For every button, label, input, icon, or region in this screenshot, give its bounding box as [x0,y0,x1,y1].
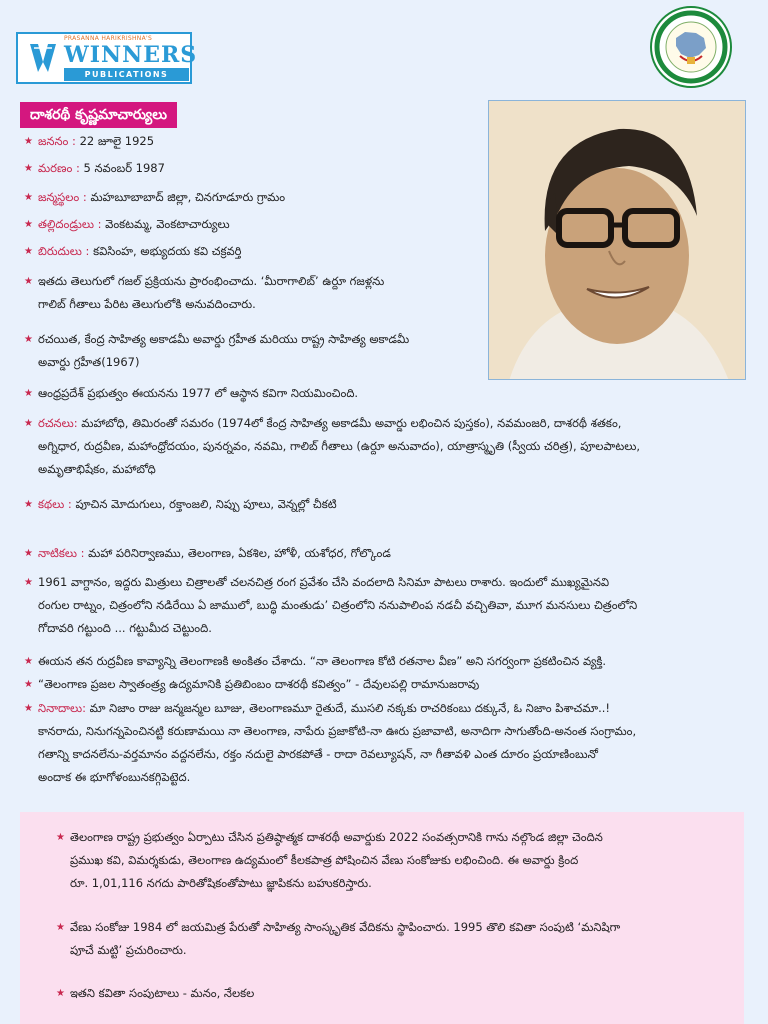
text-line: మా నిజాం రాజు జన్మజన్మల బూజు, తెలంగాణమూ రైతుదే, ముసలి నక్కకు రాచరికంబు దక్కునే, ఓ నిజాం పిశాచమా..! [86,701,611,715]
awards-paragraph [24,328,410,374]
fact-value: మహబూబాబాద్ జిల్లా, చినగూడూరు గ్రామం [90,190,286,204]
star-bullet-icon: ★ [24,679,33,690]
star-bullet-icon: ★ [24,246,33,257]
stories-label: కథలు : [38,497,72,511]
fact-value: వెంకటమ్మ, వెంకటాచార్యులు [105,217,230,231]
logo-tagline: PRASANNA HARIKRISHNA'S [64,35,153,42]
works-label: రచనలు: [38,416,78,430]
slogans-paragraph [24,697,637,789]
fact-label: జననం : [38,134,76,148]
text-line: మహా పరినిర్వాణము, తెలంగాణ, ఏకశిల, హోళీ, యశోధర, గోల్కొండ [84,546,391,560]
page-title: దాశరథీ కృష్ణమాచార్యులు [20,102,177,128]
dedication-paragraph [24,650,607,673]
portrait-photo [488,100,746,380]
venu-paragraph [56,916,621,962]
star-bullet-icon: ★ [24,703,33,714]
collections-paragraph [56,982,255,1005]
butterfly-w-icon [28,40,58,74]
fact-value: కవిసింహ, అభ్యుదయ కవి చక్రవర్తి [93,244,242,258]
star-bullet-icon: ★ [24,577,33,588]
fact-label: బిరుదులు : [38,244,90,258]
text-line: పూచే మట్టి’ ప్రచురించారు. [70,943,187,957]
star-bullet-icon: ★ [24,136,33,147]
dasarathi-award-paragraph [56,826,603,895]
text-line: ఈయన తన రుద్రవీణ కావ్యాన్ని తెలంగాణకి అంకితం చేశాదు. “నా తెలంగాణ కోటి రతనాల వీణ” అని సగర్వంగా ప్రకటించిన వ్యక్తి. [38,654,607,668]
text-line: గతాన్ని కాదనలేను-వర్తమానం వద్దనలేను, రక్తం నదులై పారకపోతే - రాదా రెవల్యూషన్, నా గీతావళి ఎంత దూరం ప్రయాణింబునో [38,747,598,761]
text-line: అవార్డు గ్రహీత(1967) [38,355,140,369]
court-poet-paragraph [24,382,359,405]
text-line: మహాబోధి, తిమిరంతో సమరం (1974లో కేంద్ర సాహిత్య అకాడమీ అవార్డు లభించిన పుస్తకం), నవమంజరి, దాశరథీ శతకం, [77,416,622,430]
star-bullet-icon: ★ [24,388,33,399]
text-line: గాలిబ్ గీతాలు పేరిట తెలుగులోకి అనువదించారు. [38,297,256,311]
text-line: అమృతాభిషేకం, మహాబోధి [38,462,156,476]
fact-label: జన్మస్థలం : [38,190,87,204]
text-line: ఇతని కవితా సంపుటాలు - మనం, నేలకల [70,986,255,1000]
star-bullet-icon: ★ [24,219,33,230]
text-line: రచయిత, కేంద్ర సాహిత్య అకాడమీ అవార్డు గ్రహీత మరియు రాష్ట్ర సాహిత్య అకాడమీ [38,332,410,346]
gazal-paragraph [24,270,385,316]
stories-paragraph [24,493,337,516]
text-line: కానరాదు, నినుగన్నపెంచినట్టి కరుణామయి నా తెలంగాణ, నాపేరు ప్రజాకోటి-నా ఊరు ప్రజావాటి, అనాదిగా సాగుతోంది-అనంత సంగ్రామం, [38,724,637,738]
star-bullet-icon: ★ [24,656,33,667]
text-line: అగ్నిధార, రుద్రవీణ, మహాంధ్రోదయం, పునర్నవం, నవమి, గాలిబ్ గీతాలు (ఉర్దూ అనువాదం), యాత్రాస్మృతి (స్వీయ చరిత్ర), పూలపాటలు, [38,439,640,453]
fact-label: తల్లిదండ్రులు : [38,217,102,231]
text-line: తెలంగాణ రాష్ట్ర ప్రభుత్వం ఏర్పాటు చేసిన ప్రతిష్ఠాత్మక దాశరథీ అవార్డుకు 2022 సంవత్సరానికి గాను నల్గొండ జిల్లా చెందిన [70,830,603,844]
logo-subtitle: PUBLICATIONS [64,68,189,81]
star-bullet-icon: ★ [24,334,33,345]
text-line: పూచిన మోదుగులు, రక్తాంజలి, నిప్పు పూలు, వెన్నల్లో చీకటి [71,497,337,511]
text-line: ఇతదు తెలుగులో గజల్ ప్రక్రియను ప్రారంభించాదు. ‘మీరాగాలిబ్’ ఉర్దూ గజళ్లను [38,274,385,288]
text-line: ప్రముఖ కవి, విమర్శకుడు, తెలంగాణ ఉద్యమంలో కీలకపాత్ర పోషించిన వేణు సంకోజుకు లభించింది. ఈ అవార్డు క్రింద [70,853,579,867]
star-bullet-icon: ★ [24,499,33,510]
works-paragraph [24,412,640,481]
logo-name: WINNERS [64,42,198,68]
star-bullet-icon: ★ [56,832,65,843]
star-bullet-icon: ★ [56,988,65,999]
plays-label: నాటికలు : [38,546,85,560]
star-bullet-icon: ★ [24,192,33,203]
star-bullet-icon: ★ [24,163,33,174]
fact-value: 22 జూలై 1925 [79,134,155,148]
cinema-paragraph [24,571,638,640]
star-bullet-icon: ★ [24,276,33,287]
star-bullet-icon: ★ [24,418,33,429]
star-bullet-icon: ★ [56,922,65,933]
slogans-label: నినాదాలు: [38,701,86,715]
fact-parents [24,213,230,236]
winners-logo [16,32,198,84]
fact-birthplace [24,186,286,209]
fact-birth [24,130,155,153]
text-line: గోదావరి గట్టుంది ... గట్టుమీద చెట్టుంది. [38,621,212,635]
plays-paragraph [24,542,391,565]
text-line: “తెలంగాణ ప్రజల స్వాతంత్ర్య ఉద్యమానికి ప్రతిబింబం దాశరథీ కవిత్వం” - దేవులపల్లి రామానుజరావు [38,677,480,691]
text-line: వేణు సంకోజు 1984 లో జయమిత్ర పేరుతో సాహిత్య సాంస్కృతిక వేదికను స్థాపించారు. 1995 తొలి కవితా సంపుటి ‘మనిషిగా [70,920,621,934]
fact-death [24,157,165,180]
quote-paragraph [24,673,480,696]
text-line: 1961 వాగ్దానం, ఇద్దరు మిత్రులు చిత్రాలతో చలనచిత్ర రంగ ప్రవేశం చేసి వందలాది సినిమా పాటలు రాశారు. ఇందులో ముఖ్యమైనవి [38,575,610,589]
text-line: రూ. 1,01,116 నగదు పారితోషికంతోపాటు జ్ఞాపికను బహుకరిస్తారు. [70,876,372,890]
text-line: రంగుల రాట్నం, చిత్రంలోని నడిరేయి ఏ జాములో, బుద్ధి మంతుడు’ చిత్రంలోని ననుపాలింప నడచీ వచ్చితివా, మూగ మనసులు చిత్రంలోని [38,598,638,612]
star-bullet-icon: ★ [24,548,33,559]
commission-seal-icon [650,6,732,88]
text-line: ఆంధ్రప్రదేశ్ ప్రభుత్వం ఈయనను 1977 లో ఆస్థాన కవిగా నియమించింది. [38,386,359,400]
text-line: అందాక ఈ భూగోళంబునకగ్గిపెట్టెద. [38,770,191,784]
fact-label: మరణం : [38,161,80,175]
award-highlight-box [20,812,744,1024]
fact-value: 5 నవంబర్ 1987 [83,161,165,175]
fact-titles [24,240,242,263]
